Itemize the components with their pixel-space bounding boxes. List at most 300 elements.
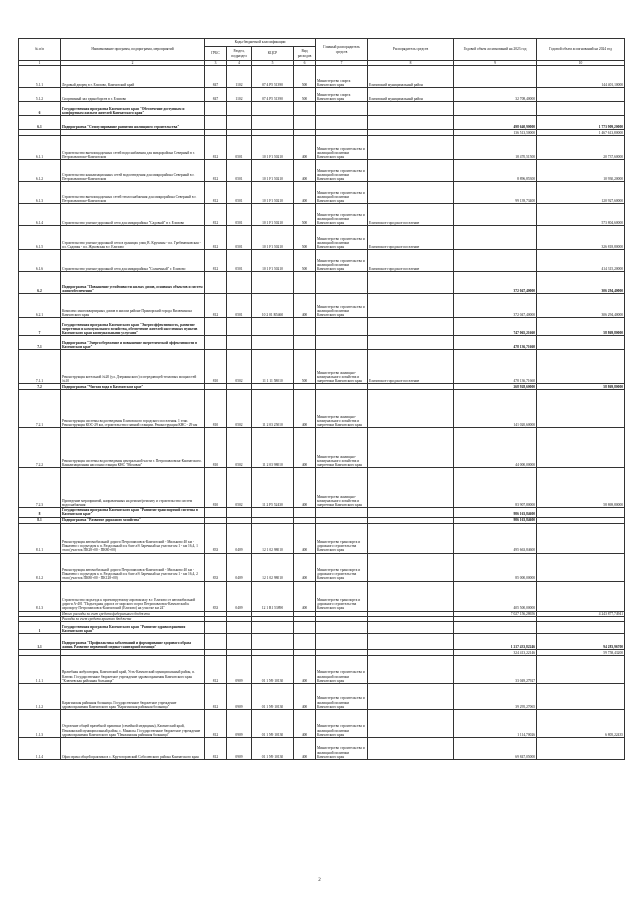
row-number: 6.2 [19, 272, 61, 294]
row-amount-2023: 372 047,40000 [454, 294, 537, 318]
row-number: 6 [19, 102, 61, 116]
row-razdel: 0501 [227, 160, 252, 182]
row-main-manager: Министерство транспорта и дорожного строительства Камчатского края [316, 523, 368, 553]
column-index-cell: 3 [205, 61, 227, 66]
header-csr: КЦСР [252, 47, 294, 61]
row-grbs: 810 [205, 390, 227, 428]
row-main-manager: Министерство строительства и жилищной политики Камчатского края [316, 656, 368, 684]
row-grbs: 812 [205, 136, 227, 160]
row-amount-2024 [537, 553, 625, 581]
column-index-cell: 8 [368, 61, 454, 66]
row-vr: 400 [294, 294, 316, 318]
row-amount-2023: 39 295,27065 [454, 684, 537, 710]
row-amount-2024 [537, 88, 625, 102]
table-row [19, 710, 625, 738]
row-name: Карагинская районная больница. Государственное бюджетное учреждение здравоохранения Камчатского края "Карагинская районная больница" [61, 684, 205, 710]
row-number: 6.1.6 [19, 250, 61, 272]
row-amount-2023: 268 928,60000 [454, 384, 537, 390]
row-razdel: 0909 [227, 684, 252, 710]
row-vr: 500 [294, 66, 316, 88]
row-grbs: 812 [205, 684, 227, 710]
row-main-manager: Министерство транспорта и дорожного строительства Камчатского края [316, 581, 368, 611]
row-amount-2023: 986 163,84600 [454, 517, 537, 523]
row-name: Строительство внеплощадочных сетей водоснабжения для микрорайона Северный в г. Петропавловске-Камчатском [61, 136, 205, 160]
row-number: 1.1.2 [19, 684, 61, 710]
row-amount-2023: 69 847,05000 [454, 738, 537, 760]
row-grbs [205, 116, 227, 130]
row-grbs: 810 [205, 428, 227, 468]
row-vr: 500 [294, 350, 316, 384]
header-codes: Коды бюджетной классификации [205, 39, 316, 47]
row-razdel: 0409 [227, 553, 252, 581]
row-name: Государственная программа Камчатского края "Развитие здравоохранения Камчатского края" [61, 622, 205, 634]
table-row [19, 336, 625, 350]
row-amount-2024: 306 294,40000 [537, 272, 625, 294]
table-row [19, 318, 625, 336]
column-index-cell: 9 [454, 61, 537, 66]
row-name: Строительство подъезда к проектируемому аэровокзалу в г. Елизово от автомобильной дороги А-401 "Подъездная дорога от морского порта Петропавловск-Камчатский к аэропорту Петропавловск-Камчатский (Елизово) на участке км 24" [61, 581, 205, 611]
row-grbs: 812 [205, 294, 227, 318]
row-recipient: Елизовское городское поселение [368, 226, 454, 250]
row-recipient: Елизовский муниципальный район [368, 66, 454, 88]
row-csr: 01 1 N9 10130 [252, 656, 294, 684]
row-main-manager: Министерство транспорта и дорожного строительства Камчатского края [316, 553, 368, 581]
table-row [19, 684, 625, 710]
row-csr: 10 1 F1 50210 [252, 160, 294, 182]
row-name: Строительство улично-дорожной сети для микрорайона "Солнечный" г. Елизово [61, 250, 205, 272]
row-recipient: Елизовское городское поселение [368, 350, 454, 384]
row-amount-2024 [537, 581, 625, 611]
row-grbs: 833 [205, 553, 227, 581]
row-csr: 10 1 F1 50210 [252, 204, 294, 226]
row-name: Государственная программа Камчатского края "Энергоэффективность, развитие энергетики и коммунального хозяйства, обеспечение жителей населенных пунктов Камчатского края коммунальными услугами" [61, 318, 205, 336]
row-razdel: 0501 [227, 136, 252, 160]
row-recipient [368, 160, 454, 182]
row-csr [252, 634, 294, 650]
row-razdel [227, 318, 252, 336]
row-razdel: 0502 [227, 428, 252, 468]
table-row [19, 622, 625, 634]
row-name: Реконструкция системы водоотведения центральной части г. Петропавловска-Камчатского. Канализационная насосная станция КНС "Моховая" [61, 428, 205, 468]
table-row [19, 656, 625, 684]
row-main-manager [316, 622, 368, 634]
row-razdel [227, 336, 252, 350]
row-number: 7.2 [19, 384, 61, 390]
row-recipient [368, 553, 454, 581]
row-number: 7.1.1 [19, 350, 61, 384]
row-name: Государственная программа Камчатского края "Развитие транспортной системы в Камчатском крае" [61, 508, 205, 517]
row-grbs: 812 [205, 182, 227, 204]
row-csr [252, 508, 294, 517]
row-recipient [368, 294, 454, 318]
row-recipient [368, 102, 454, 116]
header-num: № п/п [19, 39, 61, 61]
row-amount-2023: 32 708,40000 [454, 88, 537, 102]
row-name: Подпрограмма "Чистая вода в Камчатском крае" [61, 384, 205, 390]
row-main-manager: Министерство жилищно-коммунального хозяйства и энергетики Камчатского края [316, 390, 368, 428]
row-main-manager: Министерство строительства и жилищной политики Камчатского края [316, 136, 368, 160]
row-razdel: 0501 [227, 294, 252, 318]
row-recipient [368, 622, 454, 634]
row-main-manager: Министерство строительства и жилищной политики Камчатского края [316, 250, 368, 272]
row-vr: 400 [294, 136, 316, 160]
row-name: Строительство улично-дорожной сети в границах улиц В. Кручины - пл. Гребенюковская - пл. Садовая - пл. Жуковская в г. Елизово [61, 226, 205, 250]
row-amount-2024 [537, 738, 625, 760]
row-amount-2024: 326 818,80000 [537, 226, 625, 250]
row-razdel: 1102 [227, 88, 252, 102]
row-name: Государственная программа Камчатского края "Обеспечение доступным и комфортным жильем жителей Камчатского края" [61, 102, 205, 116]
row-number: 7.1 [19, 336, 61, 350]
table-row [19, 738, 625, 760]
row-amount-2024 [537, 102, 625, 116]
row-vr [294, 272, 316, 294]
row-csr: 07 4 Р5 51390 [252, 88, 294, 102]
row-grbs [205, 508, 227, 517]
row-recipient [368, 468, 454, 508]
row-amount-2024 [537, 656, 625, 684]
row-vr [294, 508, 316, 517]
row-name: Комплекс многоквартирных домов в жилом районе Приморский города Вилючинска Камчатского края [61, 294, 205, 318]
row-amount-2024 [537, 336, 625, 350]
row-main-manager: Министерство спорта Камчатского края [316, 88, 368, 102]
row-amount-2024: 1 467 613,80000 [537, 130, 625, 136]
row-amount-2023: 99 139,73400 [454, 182, 537, 204]
column-index-cell: 10 [537, 61, 625, 66]
row-main-manager: Министерство жилищно-коммунального хозяйства и энергетики Камчатского края [316, 350, 368, 384]
row-grbs: 810 [205, 350, 227, 384]
row-csr [252, 272, 294, 294]
row-amount-2023: 44 000,00000 [454, 428, 537, 468]
row-name: Проведение мероприятий, направленных на ремонт/ремонту и строительство систем водоснабжения [61, 468, 205, 508]
row-main-manager: Министерство строительства и жилищной политики Камчатского края [316, 710, 368, 738]
row-amount-2024: 4 243 877,74941 [537, 611, 625, 616]
row-csr: 11 2 03 98010 [252, 428, 294, 468]
header-recipient: Распорядитель средств [368, 39, 454, 61]
row-csr: 11 2 F5 52430 [252, 468, 294, 508]
row-amount-2023: 18 470,51500 [454, 136, 537, 160]
row-razdel: 0909 [227, 656, 252, 684]
row-vr: 500 [294, 226, 316, 250]
row-name: Реконструкция котельной №20 (ул. Дзержинского) и передающей тепловых мощностей №10 [61, 350, 205, 384]
row-recipient [368, 272, 454, 294]
row-name: Подпрограмма "Повышение устойчивости жилых домов, основных объектов и систем жизнеобеспечения" [61, 272, 205, 294]
row-amount-2023: 83 907,80000 [454, 468, 537, 508]
table-row [19, 634, 625, 650]
row-csr: 12 1 R1 53890 [252, 581, 294, 611]
row-csr: 10 2 01 R5460 [252, 294, 294, 318]
row-amount-2024: 58 869,80000 [537, 468, 625, 508]
row-number: 6.1.2 [19, 160, 61, 182]
row-main-manager: Министерство строительства и жилищной политики Камчатского края [316, 182, 368, 204]
row-main-manager [316, 336, 368, 350]
row-vr: 400 [294, 160, 316, 182]
table-row [19, 204, 625, 226]
row-vr: 400 [294, 684, 316, 710]
table-row [19, 294, 625, 318]
row-name: Реконструкция системы водоотведения Елизовского городского поселения. 1 этап. Реконструкция КОС-29 км, строительство главной станции. Реконструкция КНС - 29 км [61, 390, 205, 428]
row-amount-2023 [454, 204, 537, 226]
row-amount-2024 [537, 390, 625, 428]
row-amount-2024: 1 773 909,20000 [537, 116, 625, 130]
row-number: 8.1.1 [19, 523, 61, 553]
row-name: Реконструкция автомобильной дороги Петропавловск-Камчатский - Мильково 40 км - Пиначево с подъездом к п. Раздольный и к базе а/б Заречный на участке км 1 - км 16,4, 1 этап (участок ПК28+00 - ПК80+00) [61, 523, 205, 553]
row-csr: 10 1 F1 50210 [252, 136, 294, 160]
row-razdel [227, 634, 252, 650]
row-csr: 11 2 03 25010 [252, 390, 294, 428]
table-row [19, 182, 625, 204]
row-name: Подпрограмма "Развитие дорожного хозяйства" [61, 517, 205, 523]
row-recipient [368, 136, 454, 160]
row-grbs: 847 [205, 66, 227, 88]
row-razdel: 0501 [227, 204, 252, 226]
row-name: Итого расходы за счет средств федерального бюджета [61, 611, 205, 616]
row-main-manager [316, 116, 368, 130]
table-row [19, 116, 625, 130]
row-razdel: 0909 [227, 738, 252, 760]
row-name: Врачебная амбулатория, Камчатский край, Усть-Камчатский муниципальный район, п. Ключи. Государственное бюджетное учреждение здравоохранения Камчатского края "Ключевская районная больница" [61, 656, 205, 684]
row-main-manager: Министерство строительства и жилищной политики Камчатского края [316, 160, 368, 182]
row-amount-2023 [454, 250, 537, 272]
row-main-manager: Министерство строительства и жилищной политики Камчатского края [316, 294, 368, 318]
row-amount-2024: 58 869,80000 [537, 318, 625, 336]
row-amount-2023: 405 500,00000 [454, 581, 537, 611]
row-grbs [205, 622, 227, 634]
row-amount-2024: 144 401,10000 [537, 66, 625, 88]
row-number: 6.1.4 [19, 204, 61, 226]
row-recipient: Елизовский муниципальный район [368, 88, 454, 102]
row-number: 5.1.1 [19, 66, 61, 88]
row-amount-2023 [454, 622, 537, 634]
row-number: 1.1 [19, 634, 61, 650]
row-csr: 10 1 F1 50210 [252, 226, 294, 250]
row-vr [294, 318, 316, 336]
row-amount-2024: 573 804,60000 [537, 204, 625, 226]
row-csr: 01 1 N9 10130 [252, 710, 294, 738]
table-row [19, 66, 625, 88]
table-row [19, 160, 625, 182]
row-vr: 400 [294, 428, 316, 468]
row-number: 8.1.3 [19, 581, 61, 611]
header-2024: Годовой объем ассигнований на 2024 год [537, 39, 625, 61]
row-amount-2023 [454, 66, 537, 88]
table-row [19, 136, 625, 160]
row-name: Подпрограмма "Энергосбережение и повышение энергетической эффективности в Камчатском крае" [61, 336, 205, 350]
header-main: Главный распорядитель средств [316, 39, 368, 61]
row-csr [252, 336, 294, 350]
row-grbs: 833 [205, 523, 227, 553]
row-number: 8 [19, 508, 61, 517]
row-amount-2023 [454, 226, 537, 250]
table-row [19, 553, 625, 581]
row-number: 7.2.2 [19, 428, 61, 468]
row-csr: 12 1 02 98010 [252, 523, 294, 553]
row-vr [294, 634, 316, 650]
table-body [19, 66, 625, 760]
row-grbs [205, 102, 227, 116]
header-vr: Вид расходов [294, 47, 316, 61]
row-number: 5.1.2 [19, 88, 61, 102]
row-name: Офис врача общей практики в с. Крутогоровский Соболевского района Камчатского края [61, 738, 205, 760]
row-recipient: Елизовское городское поселение [368, 204, 454, 226]
row-amount-2024 [537, 508, 625, 517]
row-recipient [368, 390, 454, 428]
row-grbs: 812 [205, 250, 227, 272]
row-vr [294, 102, 316, 116]
row-vr: 400 [294, 738, 316, 760]
row-main-manager: Министерство строительства и жилищной политики Камчатского края [316, 226, 368, 250]
row-name: Строительство улично-дорожной сети для микрорайона "Садовый" в г. Елизово [61, 204, 205, 226]
row-amount-2024: 20 737,60000 [537, 136, 625, 160]
row-recipient [368, 182, 454, 204]
table-row [19, 508, 625, 517]
table-row [19, 523, 625, 553]
row-grbs: 812 [205, 226, 227, 250]
row-csr [252, 622, 294, 634]
row-amount-2023: 1 217 433,82246 [454, 634, 537, 650]
row-razdel: 0502 [227, 468, 252, 508]
row-main-manager [316, 272, 368, 294]
row-csr: 12 1 02 98010 [252, 553, 294, 581]
table-row [19, 102, 625, 116]
row-vr: 400 [294, 656, 316, 684]
row-number: 6.1.3 [19, 182, 61, 204]
row-amount-2023: 7 027 156,28656 [454, 611, 537, 616]
row-razdel: 0409 [227, 581, 252, 611]
row-main-manager: Министерство жилищно-коммунального хозяйства и энергетики Камчатского края [316, 428, 368, 468]
table-row [19, 350, 625, 384]
table-row [19, 390, 625, 428]
table-row [19, 226, 625, 250]
row-vr: 400 [294, 710, 316, 738]
row-grbs: 812 [205, 656, 227, 684]
row-amount-2023: 498 640,90000 [454, 116, 537, 130]
column-index-cell: 5 [252, 61, 294, 66]
row-razdel [227, 116, 252, 130]
row-name: Расходы за счет средств краевого бюджета [61, 616, 205, 621]
table-row [19, 428, 625, 468]
row-amount-2023: 136 513,50000 [454, 130, 537, 136]
row-recipient [368, 116, 454, 130]
column-index-cell: 2 [61, 61, 205, 66]
row-name: Реконструкция автомобильной дороги Петропавловск-Камчатский - Мильково 40 км - Пиначево с подъездом к п. Раздольный и к базе а/б Заречный на участке км 1 - км 16,4, 2 этап (участок ПК80+00 - ПК128+00) [61, 553, 205, 581]
row-razdel: 0501 [227, 226, 252, 250]
row-recipient [368, 508, 454, 517]
row-recipient [368, 634, 454, 650]
row-main-manager: Министерство спорта Камчатского края [316, 66, 368, 88]
row-grbs: 812 [205, 710, 227, 738]
row-amount-2023: 372 047,40000 [454, 272, 537, 294]
column-index-cell: 1 [19, 61, 61, 66]
row-razdel: 0501 [227, 182, 252, 204]
row-csr: 07 4 Р5 51390 [252, 66, 294, 88]
row-grbs: 812 [205, 738, 227, 760]
row-main-manager [316, 634, 368, 650]
row-recipient [368, 656, 454, 684]
table-row [19, 88, 625, 102]
row-razdel [227, 508, 252, 517]
row-vr: 500 [294, 88, 316, 102]
row-number: 1.1.3 [19, 710, 61, 738]
row-grbs [205, 318, 227, 336]
row-vr: 400 [294, 468, 316, 508]
row-razdel: 1102 [227, 66, 252, 88]
header-grbs: ГРБС [205, 47, 227, 61]
row-main-manager [316, 318, 368, 336]
row-grbs: 812 [205, 160, 227, 182]
row-csr: 11 1 11 58010 [252, 350, 294, 384]
row-vr [294, 116, 316, 130]
row-number: 6.1 [19, 116, 61, 130]
row-amount-2024 [537, 684, 625, 710]
row-grbs [205, 272, 227, 294]
row-csr [252, 102, 294, 116]
row-number: 1.1.1 [19, 656, 61, 684]
row-csr: 01 1 N9 10130 [252, 738, 294, 760]
row-grbs: 833 [205, 581, 227, 611]
page-number: 2 [318, 878, 321, 883]
budget-table [18, 38, 625, 760]
row-amount-2024: 120 927,60000 [537, 182, 625, 204]
row-main-manager: Министерство жилищно-коммунального хозяйства и энергетики Камчатского края [316, 468, 368, 508]
row-vr: 500 [294, 204, 316, 226]
row-razdel [227, 272, 252, 294]
row-razdel: 0409 [227, 523, 252, 553]
row-name: Строительство канализационных сетей водоотведения для микрорайона Северный в г. Петропавловске-Камчатском [61, 160, 205, 182]
column-index-cell: 6 [294, 61, 316, 66]
row-csr [252, 318, 294, 336]
header-name: Наименование программ, подпрограмм, мероприятий [61, 39, 205, 61]
row-recipient [368, 581, 454, 611]
row-vr [294, 622, 316, 634]
column-index-cell: 4 [227, 61, 252, 66]
row-vr: 400 [294, 553, 316, 581]
row-name: Подпрограмма "Стимулирование развития жилищного строительства" [61, 116, 205, 130]
row-name: Строительство внеплощадочных сетей теплоснабжения для микрорайона Северный в г. Петропавловске-Камчатском [61, 182, 205, 204]
row-amount-2023: 8 896,85300 [454, 160, 537, 182]
row-amount-2024: 59 758,43200 [537, 650, 625, 656]
row-amount-2023: 324 413,22146 [454, 650, 537, 656]
row-main-manager [316, 102, 368, 116]
row-main-manager: Министерство строительства и жилищной политики Камчатского края [316, 684, 368, 710]
row-amount-2023: 495 663,84600 [454, 523, 537, 553]
row-number: 8.1.2 [19, 553, 61, 581]
row-main-manager: Министерство строительства и жилищной политики Камчатского края [316, 738, 368, 760]
row-razdel [227, 102, 252, 116]
row-grbs [205, 634, 227, 650]
row-vr [294, 336, 316, 350]
row-name: Подпрограмма "Профилактика заболеваний и формирование здорового образа жизни. Развитие первичной медико-санитарной помощи" [61, 634, 205, 650]
row-name: Ледовый дворец в г. Елизово, Камчатский край [61, 66, 205, 88]
row-razdel: 0909 [227, 710, 252, 738]
row-recipient [368, 336, 454, 350]
row-vr: 400 [294, 390, 316, 428]
row-csr: 01 1 N9 10130 [252, 684, 294, 710]
row-number: 1 [19, 622, 61, 634]
table-row [19, 581, 625, 611]
row-grbs [205, 336, 227, 350]
row-amount-2023: 986 163,84600 [454, 508, 537, 517]
row-name: Отделение общей врачебной практики (семейной медицины), Камчатский край, Пенжинский муниципальный район, с. Манилы. Государственное бюджетное учреждение здравоохранения Камчатского края "Пенжинская районная больница" [61, 710, 205, 738]
row-amount-2024: 306 294,40000 [537, 294, 625, 318]
row-csr: 10 1 F1 50210 [252, 250, 294, 272]
row-vr: 400 [294, 581, 316, 611]
row-recipient [368, 523, 454, 553]
row-grbs: 810 [205, 468, 227, 508]
row-number: 7 [19, 318, 61, 336]
row-number: 7.2.3 [19, 468, 61, 508]
row-razdel: 0502 [227, 390, 252, 428]
table-row [19, 468, 625, 508]
